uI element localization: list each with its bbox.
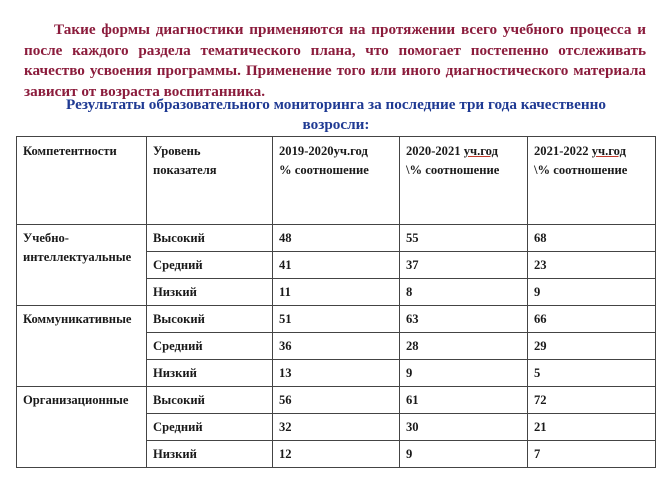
value-2020-cell: 30 xyxy=(400,414,528,441)
value-2019-cell: 56 xyxy=(273,387,400,414)
header-level xyxy=(147,137,273,225)
value-2020-cell: 28 xyxy=(400,333,528,360)
value-2020-cell: 9 xyxy=(400,360,528,387)
value-2020-cell: 9 xyxy=(400,441,528,468)
table-row xyxy=(17,387,656,414)
level-cell: Низкий xyxy=(147,279,273,306)
header-competence xyxy=(17,137,147,225)
header-year-2019-sub: % соотношение xyxy=(279,163,369,177)
value-2019-cell: 13 xyxy=(273,360,400,387)
value-2020-cell: 37 xyxy=(400,252,528,279)
intro-paragraph: Такие формы диагностики применяются на протяжении всего учебного процесса и после каждого раздела тематического плана, что помогает постепенно отслеживать качество усвоения программы. Применение того или иного диагностического материала зависит от возраста воспитанника. xyxy=(24,21,646,100)
value-2021-cell: 7 xyxy=(528,441,656,468)
value-2019-cell: 51 xyxy=(273,306,400,333)
level-cell: Высокий xyxy=(147,387,273,414)
value-2019-cell: 12 xyxy=(273,441,400,468)
table-row xyxy=(17,306,656,333)
value-2021-cell: 72 xyxy=(528,387,656,414)
header-year-2019 xyxy=(273,137,400,225)
table-row xyxy=(17,225,656,252)
value-2019-cell: 36 xyxy=(273,333,400,360)
value-2021-cell: 9 xyxy=(528,279,656,306)
header-year-2020-underlined: уч.год xyxy=(463,144,498,158)
header-year-2020 xyxy=(400,137,528,225)
value-2021-cell: 66 xyxy=(528,306,656,333)
value-2020-cell: 55 xyxy=(400,225,528,252)
header-year-2020-title xyxy=(406,142,521,161)
level-cell: Средний xyxy=(147,414,273,441)
header-year-2020-sub: \% соотношение xyxy=(406,163,500,177)
value-2020-cell: 61 xyxy=(400,387,528,414)
level-cell: Средний xyxy=(147,252,273,279)
level-cell: Средний xyxy=(147,333,273,360)
level-cell: Низкий xyxy=(147,441,273,468)
header-year-2021-title xyxy=(534,142,649,161)
competence-cell: Учебно-интеллектуальные xyxy=(17,225,147,306)
table-title: Результаты образовательного мониторинга за последние три года качественно возросли: xyxy=(66,96,606,133)
header-year-2021-prefix: 2021-2022 xyxy=(534,144,592,158)
header-year-2020-prefix: 2020-2021 xyxy=(406,144,464,158)
value-2019-cell: 11 xyxy=(273,279,400,306)
value-2020-cell: 8 xyxy=(400,279,528,306)
header-year-2021-sub: \% соотношение xyxy=(534,163,628,177)
value-2021-cell: 68 xyxy=(528,225,656,252)
level-cell: Низкий xyxy=(147,360,273,387)
competence-cell: Коммуникативные xyxy=(17,306,147,387)
value-2019-cell: 48 xyxy=(273,225,400,252)
value-2019-cell: 32 xyxy=(273,414,400,441)
value-2021-cell: 29 xyxy=(528,333,656,360)
value-2021-cell: 21 xyxy=(528,414,656,441)
header-year-2021-underlined: уч.год xyxy=(591,144,626,158)
header-year-2019-title: 2019-2020уч.год xyxy=(279,144,368,158)
header-competence-label: Компетентности xyxy=(23,144,117,158)
value-2019-cell: 41 xyxy=(273,252,400,279)
monitoring-results-table xyxy=(16,136,656,468)
table-header-row xyxy=(17,137,656,225)
header-level-label: Уровень показателя xyxy=(153,144,217,177)
level-cell: Высокий xyxy=(147,225,273,252)
value-2021-cell: 5 xyxy=(528,360,656,387)
competence-cell: Организационные xyxy=(17,387,147,468)
value-2020-cell: 63 xyxy=(400,306,528,333)
level-cell: Высокий xyxy=(147,306,273,333)
value-2021-cell: 23 xyxy=(528,252,656,279)
header-year-2021 xyxy=(528,137,656,225)
